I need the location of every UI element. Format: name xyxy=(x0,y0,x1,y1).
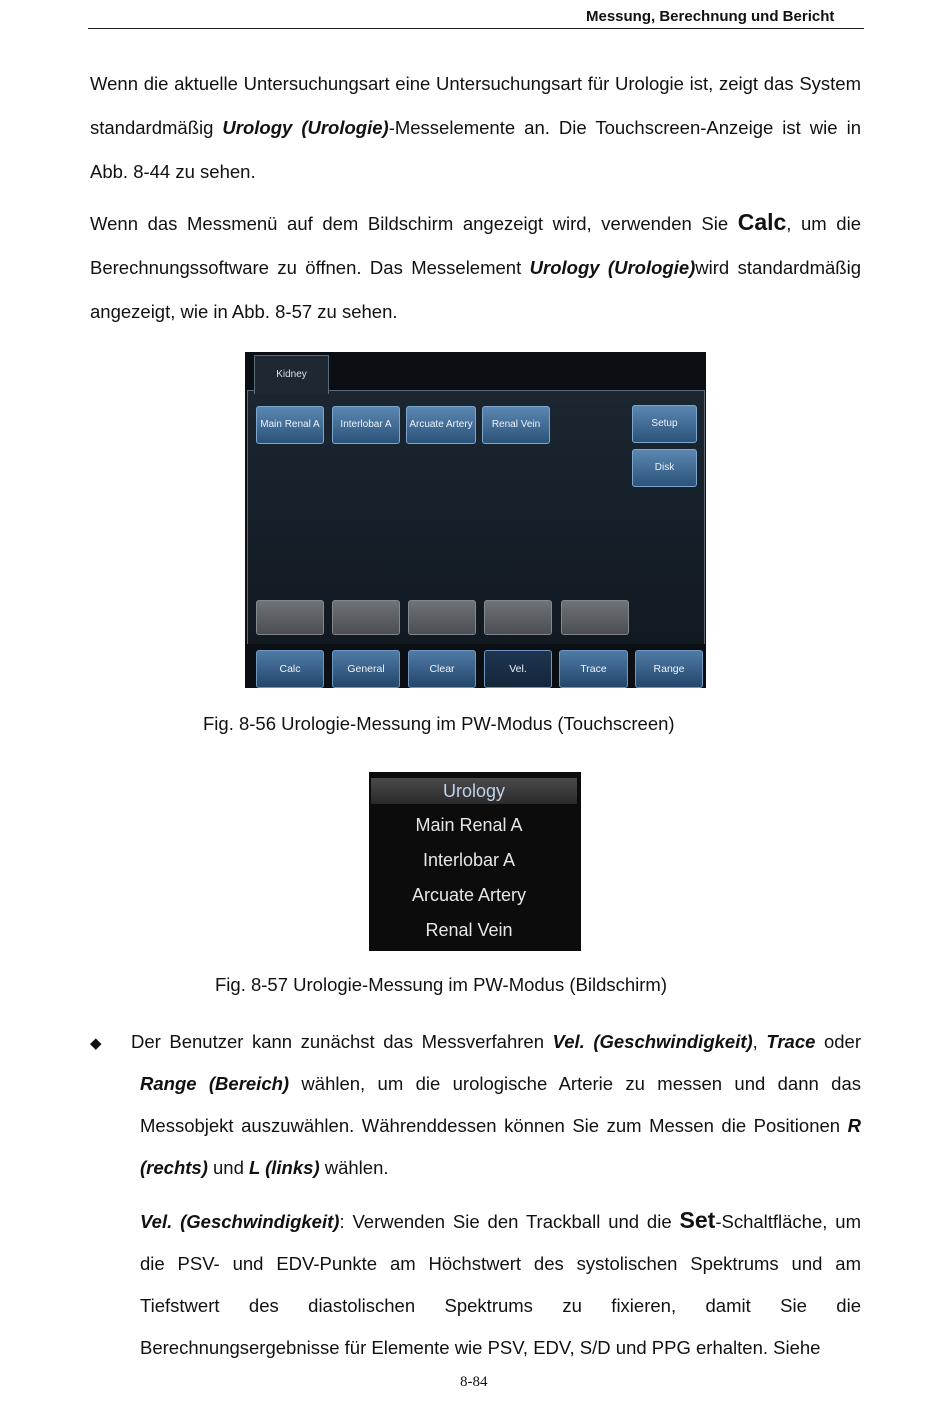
vel-button[interactable]: Vel. xyxy=(484,650,552,688)
empty-function-button[interactable] xyxy=(408,600,476,635)
menu-item-arcuate-artery[interactable]: Arcuate Artery xyxy=(411,885,527,905)
menu-title-urology: Urology xyxy=(371,778,577,804)
general-button[interactable]: General xyxy=(332,650,400,688)
calc-key: Calc xyxy=(737,209,787,235)
running-header: Messung, Berechnung und Bericht xyxy=(586,8,835,25)
menu-item-interlobar-a[interactable]: Interlobar A xyxy=(422,850,516,870)
setup-button[interactable]: Setup xyxy=(632,405,697,443)
interlobar-a-button[interactable]: Interlobar A xyxy=(332,406,400,444)
paragraph-urology-intro: Wenn die aktuelle Untersuchungsart eine Untersuchungsart für Urologie ist, zeigt das System standardmäßig Urology (Urologie)-Messelemente an. Die Touchscreen-Anzeige ist wie in Abb. 8-44 zu sehen. xyxy=(90,73,861,182)
bullet-diamond-icon: ◆ xyxy=(90,1035,102,1052)
paragraph-calc: Wenn das Messmenü auf dem Bildschirm angezeigt wird, verwenden Sie Calc, um die Berechnungssoftware zu öffnen. Das Messelement Urology (Urologie)wird standardmäßig angezeigt, wie in Abb. 8-57 zu sehen. xyxy=(90,209,861,322)
figure-caption-8-56: Fig. 8-56 Urologie-Messung im PW-Modus (Touchscreen) xyxy=(203,713,675,734)
empty-function-button[interactable] xyxy=(484,600,552,635)
touchscreen-figure xyxy=(245,352,706,688)
menu-item-renal-vein[interactable]: Renal Vein xyxy=(425,920,513,940)
range-button[interactable]: Range xyxy=(635,650,703,688)
figure-caption-8-57: Fig. 8-57 Urologie-Messung im PW-Modus (Bildschirm) xyxy=(215,974,668,995)
empty-function-button[interactable] xyxy=(332,600,400,635)
vel-term: Vel. (Geschwindigkeit) xyxy=(140,1211,340,1232)
arcuate-artery-button[interactable]: Arcuate Artery xyxy=(406,406,476,444)
clear-button[interactable]: Clear xyxy=(408,650,476,688)
bullet-paragraph: Der Benutzer kann zunächst das Messverfahren Vel. (Geschwindigkeit), Trace oder Range (Bereich) wählen, um die urologische Arterie zu messen und dann das Messobjekt auszuwählen. Währenddessen können Sie zum Messen die Positionen R (rechts) und L (links) wählen. xyxy=(131,1031,861,1178)
header-rule xyxy=(88,28,864,29)
calc-button[interactable]: Calc xyxy=(256,650,324,688)
vel-term: Vel. (Geschwindigkeit) xyxy=(552,1031,753,1052)
trace-button[interactable]: Trace xyxy=(559,650,628,688)
left-term: L (links) xyxy=(249,1157,320,1178)
empty-function-button[interactable] xyxy=(256,600,324,635)
range-term: Range (Bereich) xyxy=(140,1073,290,1094)
menu-item-main-renal-a[interactable]: Main Renal A xyxy=(415,815,523,835)
trace-term: Trace xyxy=(766,1031,816,1052)
disk-button[interactable]: Disk xyxy=(632,449,697,487)
vel-paragraph: Vel. (Geschwindigkeit): Verwenden Sie den Trackball und die Set-Schaltfläche, um die PSV- und EDV-Punkte am Höchstwert des systolischen Spektrums und am Tiefstwert des diastolischen Spektrums zu fixieren, damit Sie die Berechnungsergebnisse für Elemente wie PSV, EDV, S/D und PPG erhalten. Siehe xyxy=(140,1207,861,1358)
set-key: Set xyxy=(679,1207,716,1233)
tab-kidney[interactable]: Kidney xyxy=(254,355,329,394)
renal-vein-button[interactable]: Renal Vein xyxy=(482,406,550,444)
empty-function-button[interactable] xyxy=(561,600,629,635)
urology-term: Urology (Urologie) xyxy=(222,117,389,138)
main-renal-a-button[interactable]: Main Renal A xyxy=(256,406,324,444)
screen-menu-figure xyxy=(369,772,581,951)
right-term: R (rechts) xyxy=(140,1115,861,1178)
page-number: 8-84 xyxy=(460,1374,488,1390)
urology-term: Urology (Urologie) xyxy=(529,257,696,278)
